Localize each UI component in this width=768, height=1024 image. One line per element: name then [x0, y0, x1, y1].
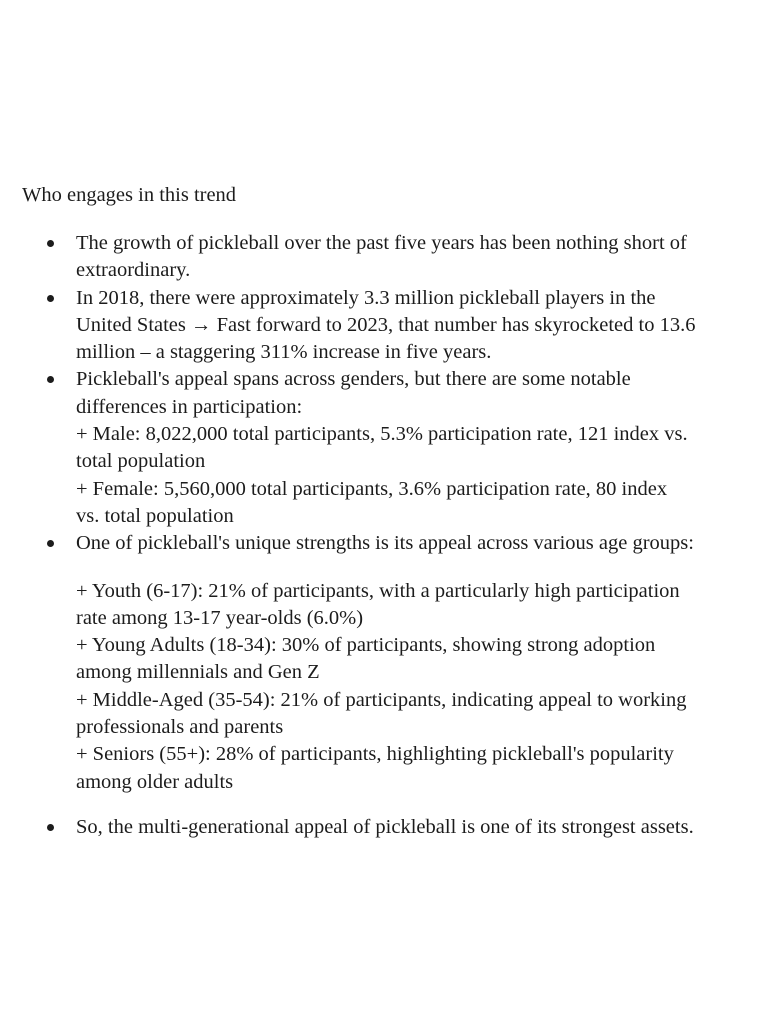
document-body [0, 182, 768, 841]
sub-item-youth [76, 578, 768, 633]
bullet-marker [47, 295, 54, 302]
sub-item-line: among millennials and Gen Z [76, 661, 320, 684]
sub-item-seniors [76, 741, 768, 796]
sub-item-line: + Female: 5,560,000 total participants, 3.6% participation rate, 80 index [76, 477, 668, 500]
bullet-line: So, the multi-generational appeal of pickleball is one of its strongest assets. [76, 815, 694, 838]
bullet-marker [47, 540, 54, 547]
bullet-line: The growth of pickleball over the past five years has been nothing short of [76, 232, 687, 254]
sub-item-line: + Young Adults (18-34): 30% of participants, showing strong adoption [76, 634, 656, 657]
bullet-line: extraordinary. [76, 259, 191, 282]
bullet-line: In 2018, there were approximately 3.3 million pickleball players in the [76, 286, 656, 309]
bullet-list [0, 230, 768, 841]
bullet-line: Pickleball's appeal spans across genders, but there are some notable [76, 368, 631, 391]
sub-item-line: rate among 13-17 year-olds (6.0%) [76, 606, 364, 629]
sub-item-line: + Middle-Aged (35-54): 21% of participants, indicating appeal to working [76, 688, 687, 711]
bullet-item-gender [0, 366, 768, 530]
sub-item-line: professionals and parents [76, 716, 284, 739]
sub-item-line: + Seniors (55+): 28% of participants, highlighting pickleball's popularity [76, 743, 674, 766]
sub-item-line: + Male: 8,022,000 total participants, 5.3% participation rate, 121 index vs. [76, 423, 688, 446]
sub-item-line: vs. total population [76, 504, 234, 527]
bullet-item-age-groups [0, 530, 768, 796]
sub-item-line: + Youth (6-17): 21% of participants, with a particularly high participation [76, 579, 680, 602]
sub-item-line: total population [76, 450, 206, 473]
bullet-marker [47, 376, 54, 383]
bullet-item-player-count [0, 285, 768, 367]
sub-item-young-adults [76, 632, 768, 687]
sub-item-line: among older adults [76, 770, 234, 793]
bullet-item-conclusion [0, 814, 768, 841]
age-breakdown [76, 578, 768, 796]
sub-item-female [76, 476, 768, 531]
bullet-item-growth [0, 230, 768, 285]
bullet-line: United States → Fast forward to 2023, that number has skyrocketed to 13.6 [76, 313, 696, 336]
sub-item-male [76, 421, 768, 476]
bullet-marker [47, 240, 54, 247]
bullet-line: One of pickleball's unique strengths is its appeal across various age groups: [76, 532, 694, 555]
bullet-line: differences in participation: [76, 395, 303, 418]
bullet-marker [47, 824, 54, 831]
sub-item-middle-aged [76, 687, 768, 742]
section-heading: Who engages in this trend [22, 184, 237, 206]
gender-breakdown [76, 421, 768, 530]
bullet-line: million – a staggering 311% increase in five years. [76, 341, 492, 364]
